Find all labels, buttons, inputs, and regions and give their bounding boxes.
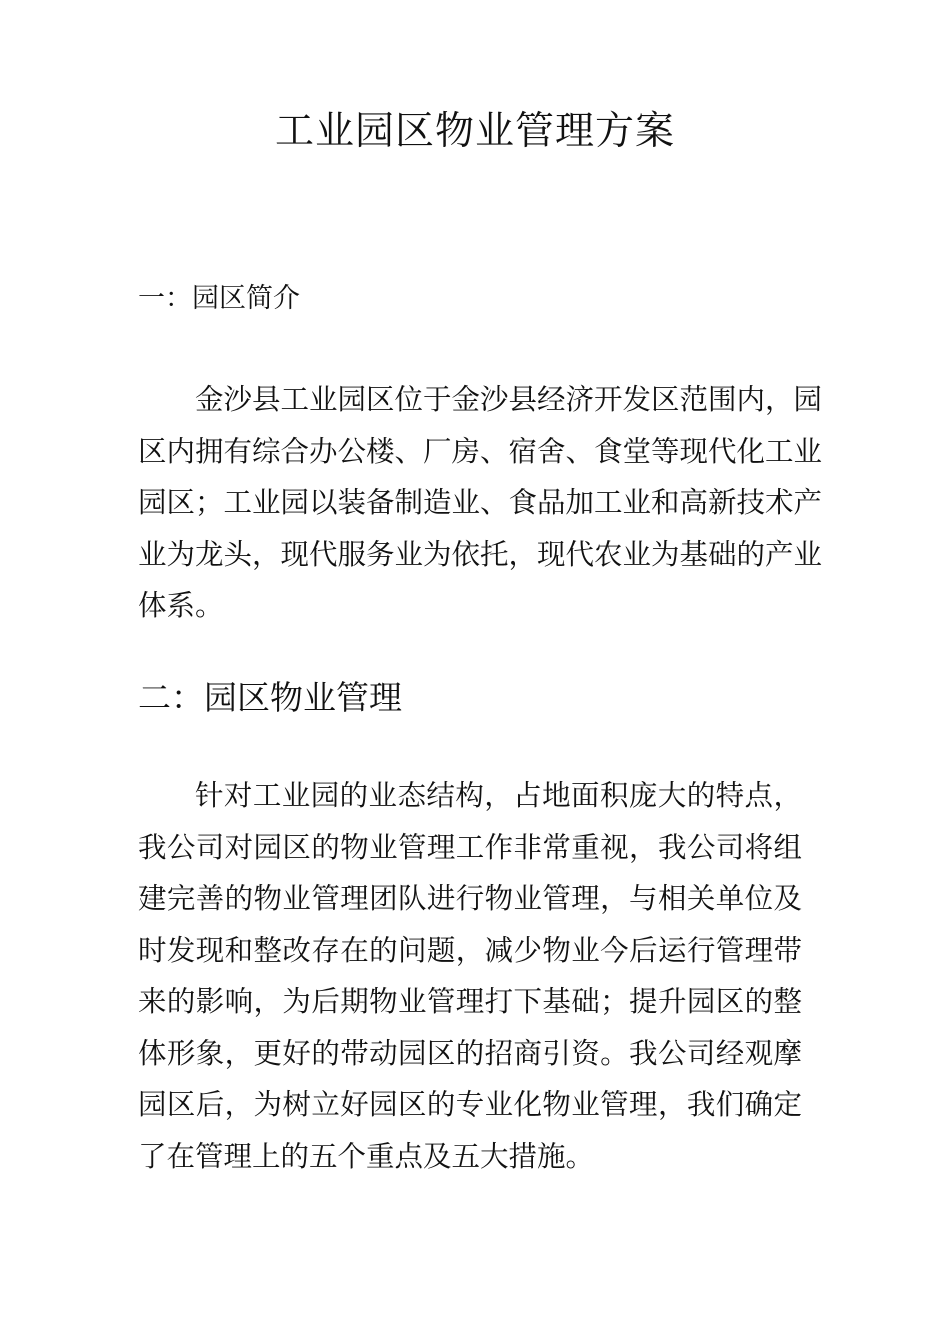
section-heading-intro: 一：园区简介 — [138, 283, 300, 314]
section-paragraph-intro: 金沙县工业园区位于金沙县经济开发区范围内，园区内拥有综合办公楼、厂房、宿舍、食堂等现代化工业园区；工业园以装备制造业、食品加工业和高新技术产业为龙头，现代服务业为依托，现代农业为基础的产业体系。 — [138, 383, 823, 622]
section-paragraph-management: 针对工业园的业态结构，占地面积庞大的特点，我公司对园区的物业管理工作非常重视，我公司将组建完善的物业管理团队进行物业管理，与相关单位及时发现和整改存在的问题，减少物业今后运行管理带来的影响，为后期物业管理打下基础；提升园区的整体形象，更好的带动园区的招商引资。我公司经观摩园区后，为树立好园区的专业化物业管理，我们确定了在管理上的五个重点及五大措施。 — [138, 779, 802, 1173]
document-title: 工业园区物业管理方案 — [274, 109, 675, 154]
section-heading-management: 二：园区物业管理 — [138, 678, 402, 717]
